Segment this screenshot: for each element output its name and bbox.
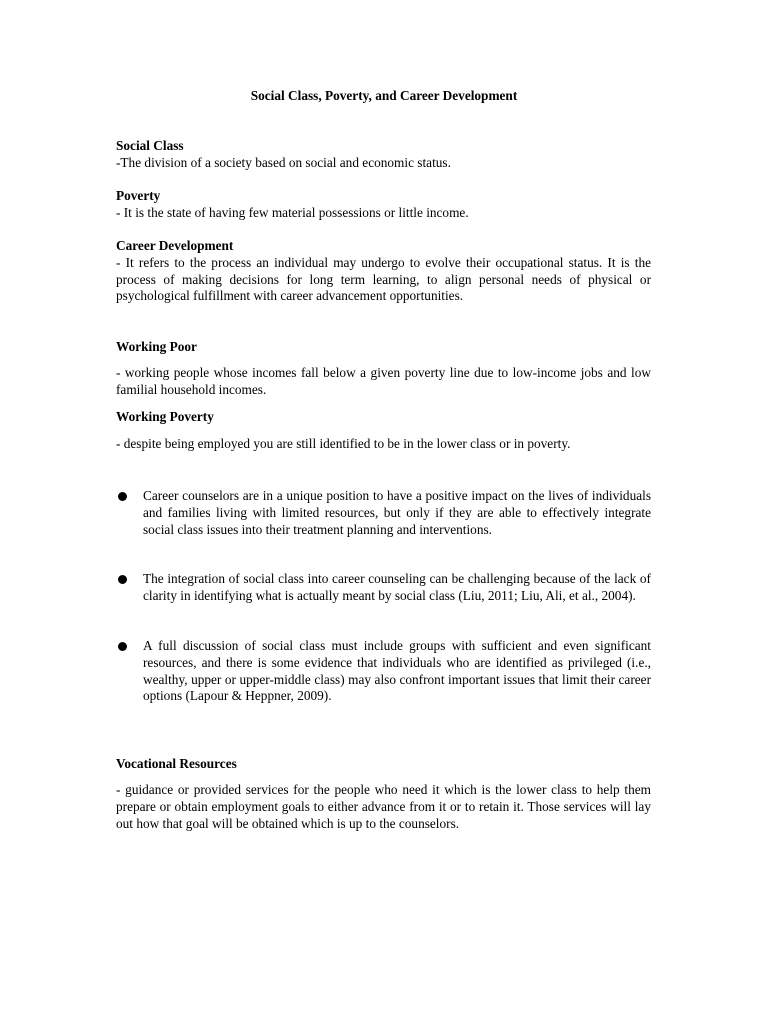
section-vocational-resources-body [116,782,651,832]
section-working-poor-body [116,365,651,399]
bullet-text: A full discussion of social class must include groups with sufficient and even significant resources, and there is some evidence that individuals who are identified as privileged (i.e., wealthy, upper or upper-middle class) may also confront important issues that limit their career options (Lapour & Heppner, 2009). [143,638,651,704]
section-social-class [116,138,651,172]
section-text-social-class: -The division of a society based on social and economic status. [116,154,451,170]
section-vocational-resources [116,756,651,773]
section-heading-vocational-resources: Vocational Resources [116,756,237,771]
bullet-dot-icon [118,642,127,651]
section-text-poverty: - It is the state of having few material possessions or little income. [116,204,469,220]
section-text-vocational-resources: - guidance or provided services for the people who need it which is the lower class to help them prepare or obtain employment goals to either advance from it or to retain it. Those services will lay out how that goal will be obtained which is up to the counselors. [116,782,651,831]
bullet-dot-icon [118,492,127,501]
section-heading-career-development: Career Development [116,238,234,253]
section-working-poverty [116,409,651,426]
bullet-text: The integration of social class into career counseling can be challenging because of the lack of clarity in identifying what is actually meant by social class (Liu, 2011; Liu, Ali, et al., 2004). [143,571,651,603]
bullet-item [116,488,651,538]
section-working-poor [116,339,651,356]
section-text-career-development: - It refers to the process an individual may undergo to evolve their occupational status. It is the process of making decisions for long term learning, to align personal needs of physical or psychological fulfillment with career advancement opportunities. [116,254,651,304]
section-poverty [116,188,651,222]
section-text-working-poor: - working people whose incomes fall below a given poverty line due to low-income jobs and low familial household incomes. [116,365,651,397]
section-career-development [116,238,651,305]
section-heading-poverty: Poverty [116,188,161,203]
document-title: Social Class, Poverty, and Career Development [250,88,518,103]
bullet-item [116,638,651,705]
section-working-poverty-body [116,436,651,453]
section-heading-working-poor: Working Poor [116,339,197,354]
section-heading-social-class: Social Class [116,138,184,153]
section-text-working-poverty: - despite being employed you are still identified to be in the lower class or in poverty. [116,436,571,451]
section-heading-working-poverty: Working Poverty [116,409,214,424]
bullet-text: Career counselors are in a unique position to have a positive impact on the lives of individuals and families living with limited resources, but only if they are able to effectively integrate social class issues into their treatment planning and interventions. [143,488,651,537]
bullet-dot-icon [118,575,127,584]
bullet-item [116,571,651,605]
